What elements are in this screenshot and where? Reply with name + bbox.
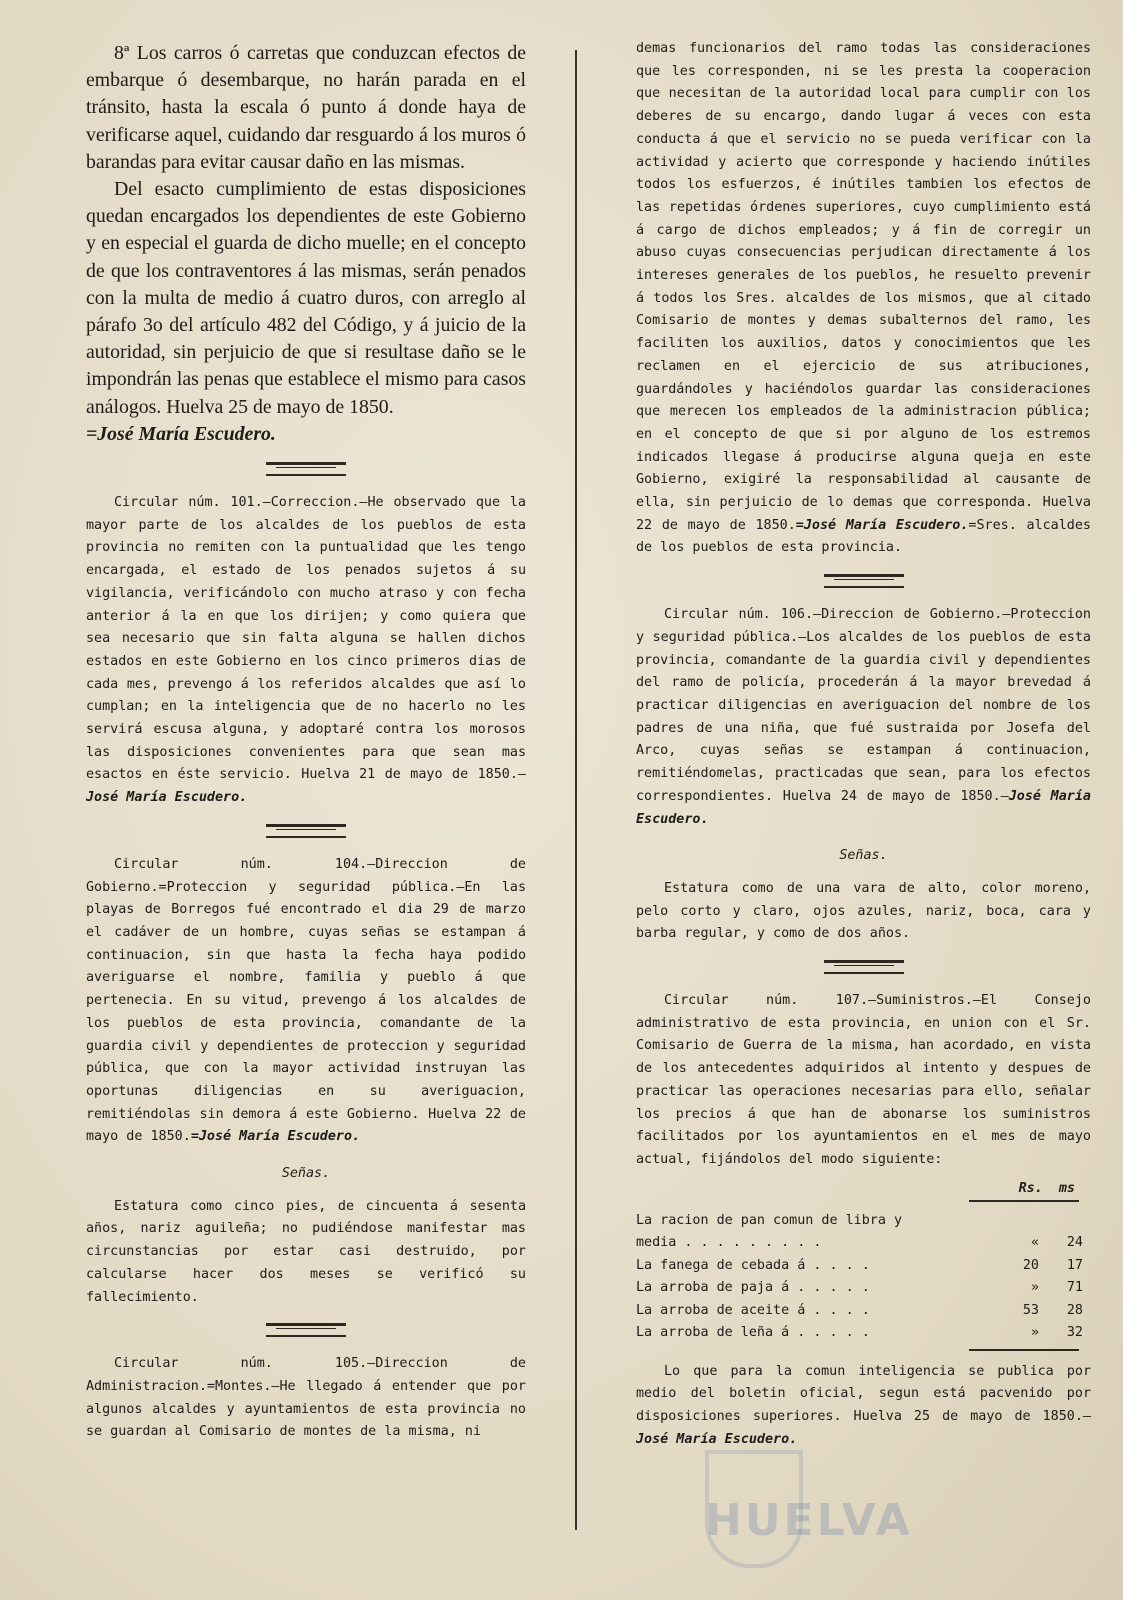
circular-104 (86, 854, 526, 1149)
senas-heading: Señas. (281, 1166, 331, 1182)
price-maravedis: 28 (1066, 1302, 1083, 1318)
total-rule (969, 1349, 1079, 1351)
senas-description: Estatura como de una vara de alto, color moreno, pelo corto y claro, ojos azules, nariz, boca, cara y barba regular, y como de dos años. (636, 880, 1091, 942)
signature: =José María Escudero. (190, 1129, 361, 1145)
circular-105-addressee: =Sres. alcaldes de los pueblos de esta provincia. (636, 517, 1091, 556)
signature: =José María Escudero. (86, 422, 276, 445)
section-ornament (824, 574, 904, 588)
price-maravedis: 17 (1066, 1257, 1083, 1273)
price-item: media . . . . . . . . . (636, 1235, 822, 1251)
section-ornament (266, 1323, 346, 1337)
price-table-header (636, 1178, 1091, 1200)
price-reales: 20 (1022, 1257, 1039, 1273)
maravedis-header: ms (1058, 1180, 1075, 1196)
circular-107: Circular núm. 107.—Suministros.—El Consejo administrativo de esta provincia, en union con el Sr. Comisario de Guerra de la misma, han acordado, en vista de los antecedentes adquiridos al intento y despues de practicar las operaciones necesarias para ello, señalar los precios á que han de abonarse los suministros facilitados por los ayuntamientos en el mes de mayo actual, fijándolos del modo siguiente: (636, 993, 1091, 1167)
price-item: La arroba de aceite á . . . . (636, 1302, 870, 1318)
price-item: La arroba de leña á . . . . . (636, 1325, 870, 1341)
circular-105-start: Circular núm. 105.—Direccion de Administracion.=Montes.—He llegado á entender que por algunos alcaldes y ayuntamientos de esta provincia no se guardan al Comisario de montes de la misma, ni (86, 1356, 526, 1440)
section-ornament (266, 462, 346, 476)
price-maravedis: 24 (1066, 1235, 1083, 1251)
archive-watermark: HUELVA (705, 1495, 913, 1546)
article-8-followup-text: Del esacto cumplimiento de estas disposiciones quedan encargados los dependientes de este Gobierno y en especial el guarda de dicho muelle; en el concepto de que los contraventores á las mismas, serán penados con la multa de medio á cuatro duros, con arreglo al párafo 3o del artículo 482 del Código, y á juicio de la autoridad, sin perjuicio de que si resultase daño se le impondrán las penas que establece el mismo para casos análogos. Huelva 25 de mayo de 1850. (86, 178, 526, 418)
reales-header: Rs. (1018, 1180, 1043, 1196)
price-reales: 53 (1022, 1302, 1039, 1318)
price-item: La arroba de paja á . . . . . (636, 1280, 870, 1296)
price-reales: « (1030, 1235, 1039, 1251)
column-divider (575, 50, 577, 1530)
article-8-paragraph: 8ª Los carros ó carretas que conduzcan efectos de embarque ó desembarque, no harán parada en el tránsito, hasta la escala ó punto á donde haya de verificarse aquel, cuidando dar resguardo á los muros ó barandas para evitar causar daño en las mismas. (86, 42, 526, 173)
section-ornament (266, 824, 346, 838)
price-row (636, 1300, 1091, 1323)
circular-106 (636, 604, 1091, 831)
left-column (86, 40, 526, 1444)
circular-105-continued (636, 38, 1091, 560)
price-row (636, 1322, 1091, 1345)
section-ornament (824, 960, 904, 974)
circular-101 (86, 492, 526, 810)
signature: José María Escudero. (86, 790, 248, 806)
header-rule (969, 1200, 1079, 1202)
article-8-followup (86, 176, 526, 448)
signature: =José María Escudero. (795, 517, 969, 533)
circular-101-text: Circular núm. 101.—Correccion.—He observado que la mayor parte de los alcaldes de los pueblos de esta provincia no remiten con la puntualidad que les tengo encargada, el estado de los penados sujetos á su vigilancia, verificándolo con mucho atraso y con fecha anterior á la en que los dirijen; y como quiera que sea necesario que sin falta alguna se hallen dichos estados en este Gobierno en los cinco primeros dias de cada mes, prevengo á los referidos alcaldes que así lo cumplan; en la inteligencia que de no hacerlo no les servirá escusa alguna, y adoptaré contra los morosos las disposiciones convenientes para que sean mas esactos en éste servicio. Huelva 21 de mayo de 1850.— (86, 495, 526, 783)
price-reales: » (1030, 1325, 1039, 1341)
price-maravedis: 32 (1066, 1325, 1083, 1341)
circular-105-text: demas funcionarios del ramo todas las consideraciones que les corresponden, ni se les presta la cooperacion que necesitan de la autoridad local para cumplir con los deberes de su encargo, dando lugar á veces con esta conducta á que el servicio no se pueda verificar con la actividad y acierto que corresponde y haciendo inútiles todos los esfuerzos, é inútiles tambien los efectos de las repetidas órdenes superiores, cuyo cumplimiento está á cargo de dichos empleados; y á fin de corregir un abuso cuyas consecuencias perjudican directamente á los intereses generales de los pueblos, he resuelto prevenir á todos los Sres. alcaldes de los mismos, que al citado Comisario de montes y demas subalternos del ramo, les faciliten los auxilios, datos y conocimientos que les reclamen en el ejercicio de sus atribuciones, guardándoles y haciéndolos guardar las consideraciones que merecen los empleados de la administracion pública; en el concepto de que si por alguno de los estremos indicados llegase á producirse alguna queja en este Gobierno, exigiré la responsabilidad al causante de ella, sin perjuicio de lo demas que corresponda. Huelva 22 de mayo de 1850. (636, 41, 1091, 533)
signature: José María Escudero. (636, 788, 1091, 827)
closing-text: Lo que para la comun inteligencia se publica por medio del boletin oficial, segun está pacvenido por disposiciones superiores. Huelva 25 de mayo de 1850.— (636, 1363, 1091, 1425)
price-item: La fanega de cebada á . . . . (636, 1257, 870, 1273)
price-reales: » (1030, 1280, 1039, 1296)
right-column (636, 38, 1091, 1451)
price-item: La racion de pan comun de libra y (636, 1212, 903, 1228)
price-table (636, 1178, 1091, 1351)
circular-106-text: Circular núm. 106.—Direccion de Gobierno.—Proteccion y seguridad pública.—Los alcaldes de los pueblos de esta provincia, comandante de la guardia civil y dependientes del ramo de policía, procederán á la mayor brevedad á practicar diligencias en averiguacion del nombre de los padres de una niña, que fué sustraida por Josefa del Arco, cuyas señas se estampan á continuacion, remitiéndomelas, practicadas que sean, para los efectos correspondientes. Huelva 24 de mayo de 1850.— (636, 607, 1091, 804)
price-maravedis: 71 (1066, 1280, 1083, 1296)
price-row (636, 1277, 1091, 1300)
signature: José María Escudero. (636, 1431, 798, 1447)
price-row (636, 1255, 1091, 1278)
senas-description: Estatura como cinco pies, de cincuenta á sesenta años, nariz aguileña; no pudiéndose manifestar mas circunstancias por estar casi destruido, por calcularse hacer dos meses se verificó su fallecimiento. (86, 1198, 526, 1305)
price-row (636, 1232, 1091, 1255)
circular-104-text: Circular núm. 104.—Direccion de Gobierno.=Proteccion y seguridad pública.—En las playas de Borregos fué encontrado el dia 29 de marzo el cadáver de un hombre, cuyas señas se estampan á continuacion, sin que hasta la fecha haya podido averiguarse el nombre, familia y pueblo á que pertenecia. En su vitud, prevengo á los alcaldes de los pueblos de esta provincia, comandante de la guardia civil y dependientes de proteccion y seguridad pública, que con la mayor actividad instruyan las oportunas diligencias en su averiguacion, remitiéndolas sin demora á este Gobierno. Huelva 22 de mayo de 1850. (86, 856, 526, 1145)
closing-paragraph (636, 1361, 1091, 1452)
price-row (636, 1210, 1091, 1233)
senas-heading: Señas. (839, 848, 888, 864)
